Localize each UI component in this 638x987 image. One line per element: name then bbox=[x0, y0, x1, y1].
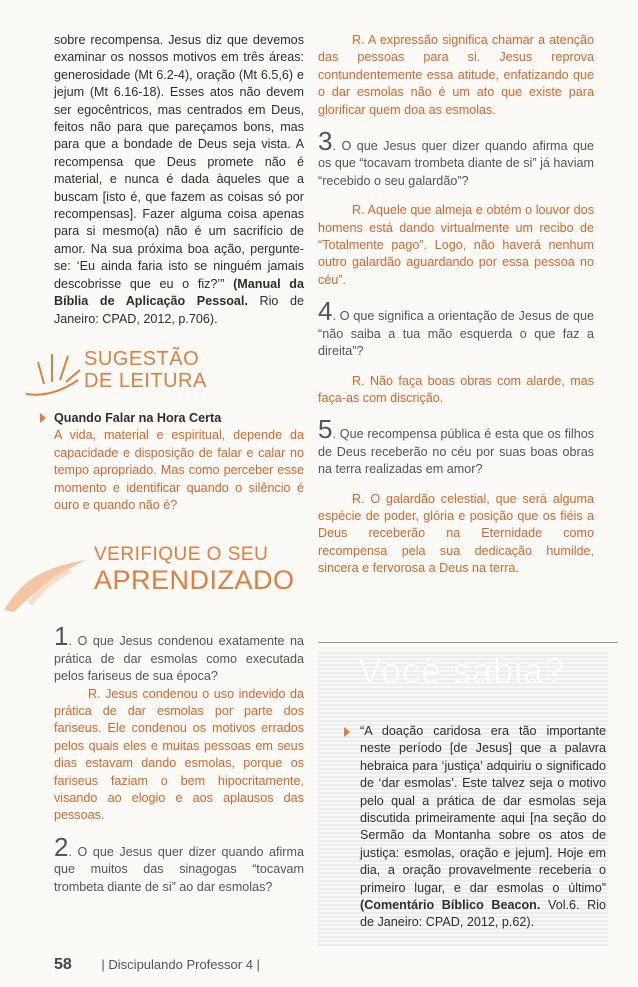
voce-sabia-title: Você sabia? bbox=[358, 650, 566, 691]
voce-sabia-source-tail: Vol.6. Rio de Janeiro: CPAD, 2012, p.62). bbox=[360, 898, 607, 930]
voce-sabia-quote: “A doação caridosa era tão importante neste período [de Jesus] que a palavra hebraica para ‘justiça’ adquiriu o significado de ‘dar esmolas’. Este talvez seja o motivo pelo qual a prática de dar esmolas seja discutida primeiramente aqui [na seção do Sermão da Montanha sobre os atos de justiça: esmolas, oração e jejum]. Hoje em dia, a oração provavelmente receberia o primeiro lugar, e dar esmolas o último” bbox=[360, 724, 606, 895]
intro-text: sobre recompensa. Jesus diz que devemos examinar os nossos motivos em três áreas: generosidade (Mt 6.2-4), oração (Mt 6.5,6) e jejum (Mt 6.16-18). Esses atos não devem ser egocêntricos, mas centrados em Deus, feitos não para que pareçamos bons, mas para que a bondade de Deus seja vista. A recompensa que Deus promete não é material, e nunca é dada àqueles que a buscam [isto é, que fazem as coisas só por recompensas]. Fazer alguma coisa apenas para si mesmo(a) não é um sacrifício de amor. Na sua próxima boa ação, pergunte-se: ‘Eu ainda faria isto se ninguém jamais descobrisse que eu o fiz?’” bbox=[54, 33, 304, 291]
sugestao-title-line2: DE LEITURA bbox=[84, 369, 207, 392]
verifique-title-line1: VERIFIQUE O SEU bbox=[94, 544, 269, 566]
question-1 bbox=[54, 621, 304, 824]
question-5 bbox=[318, 414, 594, 577]
divider bbox=[318, 642, 618, 643]
answer-text: R. Não faça boas obras com alarde, mas faça-as com discrição. bbox=[318, 373, 594, 405]
intro-source: (Manual da Bíblia de Aplicação Pessoal. bbox=[54, 276, 305, 309]
voce-sabia-source: (Comentário Bíblico Beacon. bbox=[360, 898, 541, 913]
answer-text: R. Jesus condenou o uso indevido da prática de dar esmolas por parte dos fariseus. Ele condenou os motivos errados pelos quais eles e muitas pessoas em seus dias estavam dando esmolas, porque os fariseus faziam o bem hipocritamente, visando ao elogio e aos aplausos das pessoas. bbox=[54, 686, 304, 823]
question-text: . O que Jesus condenou exatamente na prática de dar esmolas como executada pelos fariseus de sua época? bbox=[54, 634, 304, 684]
brush-stroke-icon bbox=[0, 534, 90, 614]
rays-icon bbox=[22, 340, 86, 404]
page-footer bbox=[54, 956, 260, 974]
question-text: . O que Jesus quer dizer quando afirma que muitos das sinagogas “tocavam trombeta diante de si” ao dar esmolas? bbox=[54, 844, 304, 894]
voce-sabia-text bbox=[360, 723, 606, 932]
question-text: . O que Jesus quer dizer quando afirma que os que “tocavam trombeta diante de si” já haviam “recebido o seu galardão”? bbox=[318, 139, 594, 188]
verifique-title-line2: APRENDIZADO bbox=[94, 565, 295, 596]
question-number: 5 bbox=[318, 414, 333, 445]
answer-text: R. Aquele que almeja e obtém o louvor dos homens está dando virtualmente um recibo de “Totalmente pago”. Logo, não haverá nenhum outro galardão aguardando por essa pessoa no céu”. bbox=[318, 203, 594, 287]
question-number: 2 bbox=[54, 831, 69, 862]
intro-source-tail: Rio de Janeiro: CPAD, 2012, p.706). bbox=[54, 294, 304, 326]
answer-text: R. A expressão significa chamar a atenção das pessoas para si. Jesus reprova contundentemente essa atitude, enfatizando que o dar esmolas não é um ato que existe para glorificar quem doa as esmolas. bbox=[318, 33, 594, 117]
right-column bbox=[318, 32, 594, 578]
question-text: . O que significa a orientação de Jesus de que “não saiba a tua mão esquerda o que faz a direita”? bbox=[318, 309, 594, 359]
question-number: 1 bbox=[54, 621, 69, 652]
question-text: . Que recompensa pública é esta que os filhos de Deus receberão no céu por suas boas obras na terra realizadas em amor? bbox=[318, 427, 594, 477]
question-number: 3 bbox=[318, 126, 333, 157]
triangle-bullet-icon bbox=[344, 727, 350, 737]
intro-paragraph bbox=[54, 32, 304, 328]
question-number: 4 bbox=[318, 296, 333, 327]
triangle-bullet-icon bbox=[40, 413, 46, 423]
question-4 bbox=[318, 296, 594, 407]
footer-label: | Discipulando Professor 4 | bbox=[101, 957, 260, 972]
sugestao-title-line1: SUGESTÃO bbox=[84, 347, 200, 370]
question-3 bbox=[318, 126, 594, 289]
page-number: 58 bbox=[54, 956, 72, 973]
book-suggestion bbox=[54, 410, 304, 514]
question-2 bbox=[54, 831, 304, 896]
sugestao-title bbox=[84, 348, 207, 392]
book-title: Quando Falar na Hora Certa bbox=[54, 410, 222, 425]
left-column bbox=[54, 32, 304, 896]
voce-sabia-box bbox=[318, 620, 618, 964]
book-description: A vida, material e espiritual, depende da capacidade e disposição de falar e calar no tempo apropriado. Mas como perceber esse momento e identificar quando o silêncio é ouro e quando não é? bbox=[54, 428, 304, 512]
answer-text: R. O galardão celestial, que será alguma espécie de poder, glória e posição que os fiéis a Deus receberão na Eternidade como recompensa pela sua dedicação humilde, sincera e fervorosa a Deus na terra. bbox=[318, 491, 594, 576]
sugestao-header bbox=[22, 336, 304, 410]
verifique-header bbox=[0, 534, 304, 614]
